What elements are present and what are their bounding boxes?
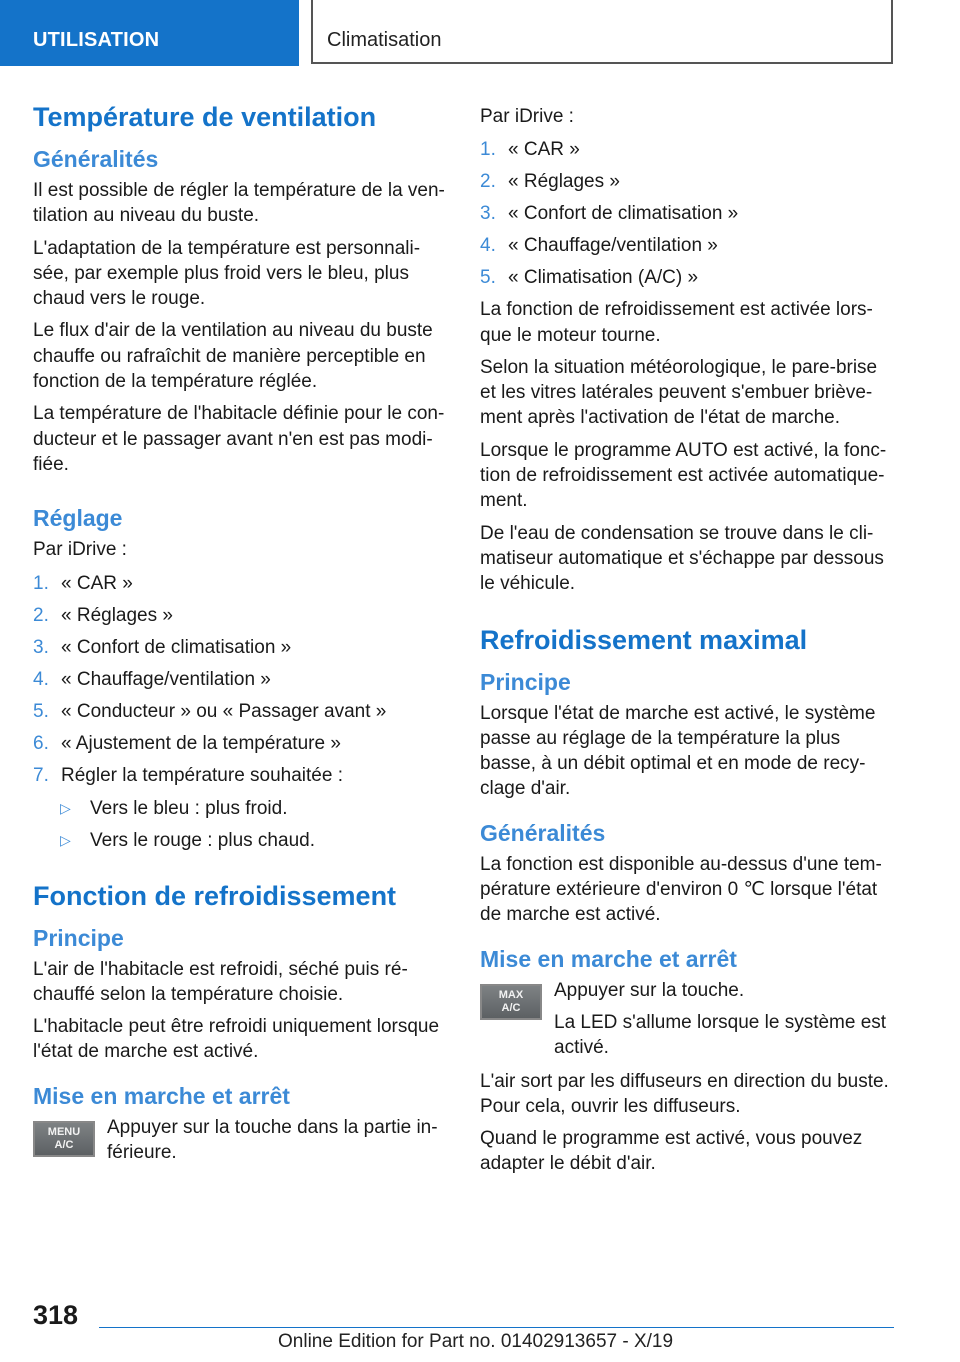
heading-reglage: Réglage	[33, 505, 123, 532]
step-number: 2.	[480, 171, 496, 193]
paragraph: Par iDrive :	[480, 106, 574, 127]
step-number: 6.	[33, 732, 49, 754]
list-item	[33, 699, 448, 724]
paragraph: Lorsque l'état de marche est activé, le système passe au réglage de la température la plus basse, à un débit optimal et en mode de recy-clage d'air.	[480, 702, 876, 800]
paragraph: Quand le programme est activé, vous pouvez adapter le débit d'air.	[480, 1128, 863, 1175]
step-text: « Climatisation (A/C) »	[508, 267, 699, 289]
section-title: UTILISATION	[33, 29, 160, 51]
step-number: 4.	[480, 235, 496, 257]
button-instruction	[480, 978, 895, 1061]
list-item	[480, 169, 895, 194]
list-item	[33, 731, 448, 756]
triangle-bullet-icon: ▷	[60, 799, 71, 816]
step-number: 1.	[480, 139, 496, 161]
step-number: 7.	[33, 764, 49, 786]
heading-fonction-refroidissement: Fonction de refroidissement	[33, 880, 397, 911]
paragraph: De l'eau de condensation se trouve dans le cli-matiseur automatique et s'échappe par dessous le véhicule.	[480, 522, 884, 595]
key-label-bottom: A/C	[501, 1001, 521, 1014]
paragraph: Le flux d'air de la ventilation au niveau du buste chauffe ou rafraîchit de manière perceptible en fonction de la température réglée.	[33, 320, 433, 393]
step-text: « CAR »	[508, 139, 580, 161]
heading-principe: Principe	[33, 924, 124, 951]
list-item	[33, 828, 448, 853]
heading-principe: Principe	[480, 668, 571, 695]
paragraph: Appuyer sur la touche.	[554, 979, 745, 1001]
step-text: « Conducteur » ou « Passager avant »	[61, 700, 387, 722]
heading-mise-en-marche: Mise en marche et arrêt	[480, 945, 737, 972]
heading-mise-en-marche: Mise en marche et arrêt	[33, 1082, 290, 1109]
heading-refroidissement-maximal: Refroidissement maximal	[480, 624, 808, 655]
step-text: « Chauffage/ventilation »	[61, 668, 271, 690]
paragraph: Par iDrive :	[33, 539, 127, 561]
step-number: 3.	[480, 203, 496, 225]
paragraph: Lorsque le programme AUTO est activé, la fonc-tion de refroidissement est activée automatique-ment.	[480, 439, 887, 512]
paragraph: La fonction est disponible au-dessus d'une tem-pérature extérieure d'environ 0 ℃ lorsque l'état de marche est activé.	[480, 853, 882, 926]
steps-list	[480, 137, 895, 290]
step-text: « Confort de climatisation »	[61, 636, 292, 658]
heading-generalites: Généralités	[33, 146, 159, 172]
step-text: « Réglages »	[61, 604, 173, 626]
page-number: 318	[33, 1300, 79, 1330]
step-text: « Confort de climatisation »	[508, 203, 739, 225]
list-item	[480, 233, 895, 258]
right-column	[480, 104, 895, 1184]
paragraph: Appuyer sur la touche dans la partie in-férieure.	[107, 1116, 438, 1164]
list-item	[480, 201, 895, 226]
chapter-tab	[311, 0, 893, 64]
paragraph: L'habitacle peut être refroidi uniquement lorsque l'état de marche est activé.	[33, 1016, 440, 1063]
key-label-top: MAX	[498, 988, 524, 1001]
list-item	[480, 137, 895, 162]
key-label-top: MENU	[47, 1125, 81, 1138]
paragraph: Il est possible de régler la température de la ven-tilation au niveau du buste.	[33, 180, 445, 227]
paragraph: L'adaptation de la température est personnali-sée, par exemple plus froid vers le bleu, plus chaud vers le rouge.	[33, 237, 421, 310]
paragraph: La température de l'habitacle définie pour le con-ducteur et le passager avant n'en est pas modi-fiée.	[33, 403, 445, 475]
list-item	[33, 796, 448, 821]
list-item	[33, 667, 448, 692]
list-item	[33, 763, 448, 853]
paragraph: La LED s'allume lorsque le système est activé.	[554, 1011, 887, 1059]
key-label-bottom: A/C	[54, 1138, 74, 1151]
heading-generalites: Généralités	[480, 819, 606, 846]
step-text: « Réglages »	[508, 171, 620, 193]
sub-list	[33, 796, 448, 853]
list-item	[480, 265, 895, 290]
step-number: 3.	[33, 636, 49, 658]
paragraph: L'air de l'habitacle est refroidi, séché puis ré-chauffé selon la température choisie.	[33, 958, 408, 1005]
step-text: « CAR »	[61, 572, 133, 594]
footer-edition: Online Edition for Part no. 01402913657 - X/19	[278, 1331, 674, 1352]
paragraph: La fonction de refroidissement est activée lors-que le moteur tourne.	[480, 299, 873, 346]
list-item	[33, 571, 448, 596]
button-instruction	[33, 1115, 448, 1175]
max-ac-button-icon	[480, 984, 542, 1020]
heading-temperature-ventilation: Température de ventilation	[33, 102, 377, 132]
step-number: 5.	[480, 267, 496, 289]
step-text: Régler la température souhaitée :	[61, 764, 343, 786]
sub-text: Vers le bleu : plus froid.	[90, 797, 288, 819]
chapter-title: Climatisation	[327, 29, 442, 51]
step-number: 1.	[33, 572, 49, 594]
step-number: 5.	[33, 700, 49, 722]
steps-list	[33, 571, 448, 853]
menu-ac-button-icon	[33, 1121, 95, 1157]
paragraph: Selon la situation météorologique, le pare-brise et les vitres latérales peuvent s'embuer briève-ment après l'activation de l'état de marche.	[480, 356, 878, 429]
sub-text: Vers le rouge : plus chaud.	[90, 829, 315, 851]
step-number: 2.	[33, 604, 49, 626]
step-number: 4.	[33, 668, 49, 690]
footer-divider	[99, 1327, 894, 1328]
step-text: « Chauffage/ventilation »	[508, 235, 718, 257]
triangle-bullet-icon: ▷	[60, 831, 71, 848]
section-tab	[0, 0, 299, 66]
paragraph: L'air sort par les diffuseurs en direction du buste. Pour cela, ouvrir les diffuseurs.	[480, 1070, 889, 1117]
list-item	[33, 603, 448, 628]
list-item	[33, 635, 448, 660]
left-column	[33, 100, 448, 1175]
step-text: « Ajustement de la température »	[61, 732, 341, 754]
